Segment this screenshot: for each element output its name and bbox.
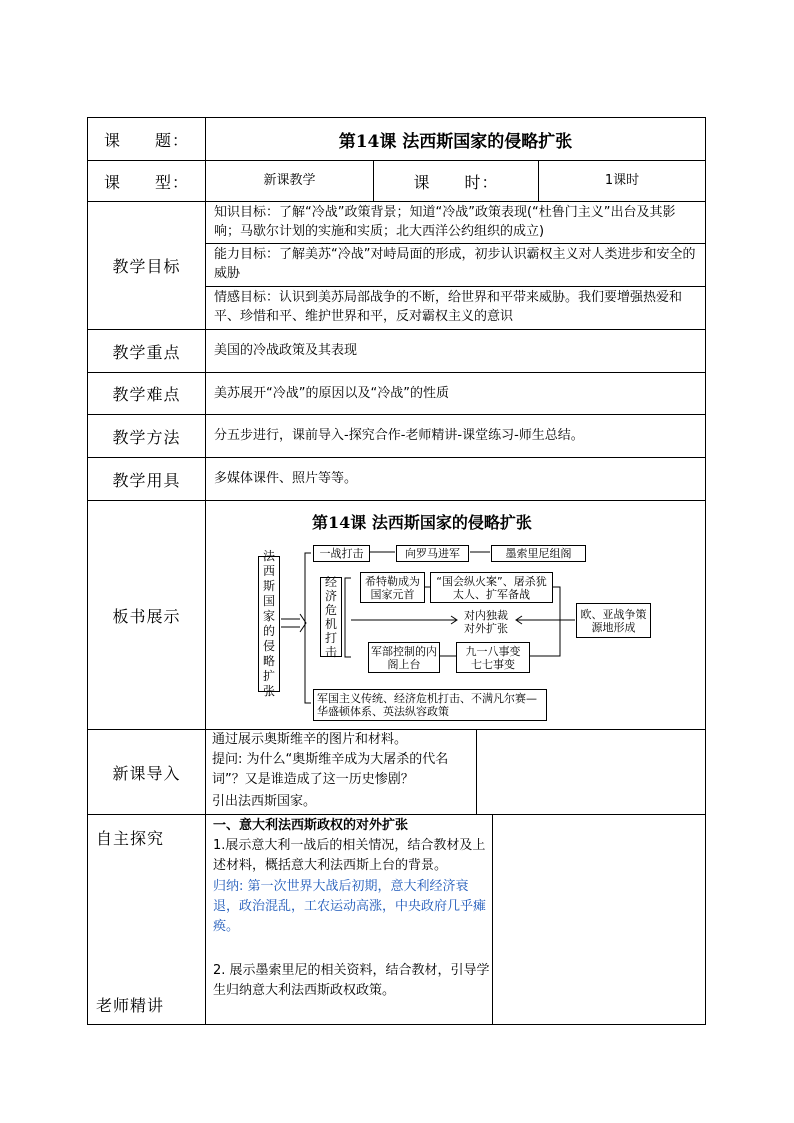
row-line bbox=[87, 1024, 706, 1025]
board-box-japan-reasons: 军国主义传统、经济危机打击、不满凡尔赛—华盛顿体系、英法纵容政策 bbox=[313, 689, 547, 721]
intro-label: 新课导入 bbox=[112, 763, 181, 783]
methods-label: 教学方法 bbox=[112, 427, 181, 447]
board-center-text: 对内独裁 对外扩张 bbox=[464, 609, 508, 635]
explore-label: 自主探究 bbox=[96, 828, 165, 848]
difficulties-value: 美苏展开“冷战”的原因以及“冷战”的性质 bbox=[214, 385, 449, 401]
board-title: 第14课 法西斯国家的侵略扩张 bbox=[312, 513, 532, 532]
tools-value: 多媒体课件、照片等等。 bbox=[214, 471, 358, 486]
board-left-box: 法西斯国家的侵略扩张 bbox=[258, 556, 280, 692]
key-points-label: 教学重点 bbox=[112, 342, 181, 362]
intro-line-2: 提问: 为什么“奥斯维辛成为大屠杀的代名词”？又是谁造成了这一历史惨剧？ bbox=[212, 752, 449, 787]
board-box-hitler: 希特勒成为国家元首 bbox=[360, 572, 425, 603]
intro-row-divider bbox=[476, 729, 477, 814]
explore-paragraph-1: 1.展示意大利一战后的相关情况，结合教材及上述材料，概括意大利法西斯上台的背景。 bbox=[213, 838, 486, 873]
board-box-war-origin: 欧、亚战争策源地形成 bbox=[576, 603, 651, 638]
tools-label: 教学用具 bbox=[112, 470, 181, 490]
ability-objective: 能力目标：了解美苏“冷战”对峙局面的形成，初步认识霸权主义对人类进步和安全的威胁 bbox=[214, 247, 696, 281]
emotion-objective: 情感目标：认识到美苏局部战争的不断，给世界和平带来威胁。我们要增强热爱和平、珍惜和平、维护世界和平，反对霸权主义的意识 bbox=[214, 290, 683, 324]
row-line bbox=[205, 243, 706, 244]
methods-value: 分五步进行，课前导入-探究合作-老师精讲-课堂练习-师生总结。 bbox=[214, 428, 584, 443]
board-box-econ: 经济危机打击 bbox=[320, 577, 342, 657]
knowledge-objective: 知识目标：了解“冷战”政策背景；知道“冷战”政策表现(“杜鲁门主义”出台及其影响；马歇尔计划的实施和实质；北大西洋公约组织的成立) bbox=[214, 205, 676, 239]
hours-value: 1课时 bbox=[604, 173, 640, 188]
key-points-value: 美国的冷战政策及其表现 bbox=[214, 343, 358, 358]
section-heading: 一、意大利法西斯政权的对外扩张 bbox=[213, 818, 409, 833]
explore-paragraph-2: 2. 展示墨索里尼的相关资料，结合教材，引导学生归纳意大利法西斯政权政策。 bbox=[213, 963, 490, 998]
intro-line-3: 引出法西斯国家。 bbox=[212, 794, 317, 809]
row-line bbox=[205, 286, 706, 287]
topic-value: 第14课 法西斯国家的侵略扩张 bbox=[338, 131, 573, 152]
board-box-reichstag: “国会纵火案”、屠杀犹太人、扩军备战 bbox=[430, 572, 553, 603]
board-box-mussolini: 墨索里尼组阁 bbox=[491, 545, 586, 562]
table-border-right bbox=[705, 117, 706, 1025]
type-label: 课 型： bbox=[103, 172, 189, 192]
board-box-wwi: 一战打击 bbox=[313, 545, 370, 562]
board-box-incidents: 九一八事变 七七事变 bbox=[456, 642, 530, 673]
row-line bbox=[87, 814, 706, 815]
summary-paragraph: 归纳: 第一次世界大战后初期，意大利经济衰退，政治混乱，工农运动高涨，中央政府几乎瘫痪。 bbox=[213, 879, 487, 934]
type-value: 新课教学 bbox=[263, 173, 316, 188]
explore-row-divider bbox=[492, 814, 493, 1024]
board-box-military-cabinet: 军部控制的内阁上台 bbox=[368, 642, 440, 673]
board-label: 板书展示 bbox=[112, 606, 181, 626]
teacher-explain-label: 老师精讲 bbox=[96, 995, 165, 1015]
board-box-rome: 向罗马进军 bbox=[396, 545, 469, 562]
topic-label: 课 题： bbox=[103, 130, 189, 150]
difficulties-label: 教学难点 bbox=[112, 385, 181, 404]
objectives-label: 教学目标 bbox=[112, 257, 181, 276]
hours-label: 课 时： bbox=[413, 172, 499, 192]
intro-line-1: 通过展示奥斯维辛的图片和材料。 bbox=[212, 732, 408, 747]
